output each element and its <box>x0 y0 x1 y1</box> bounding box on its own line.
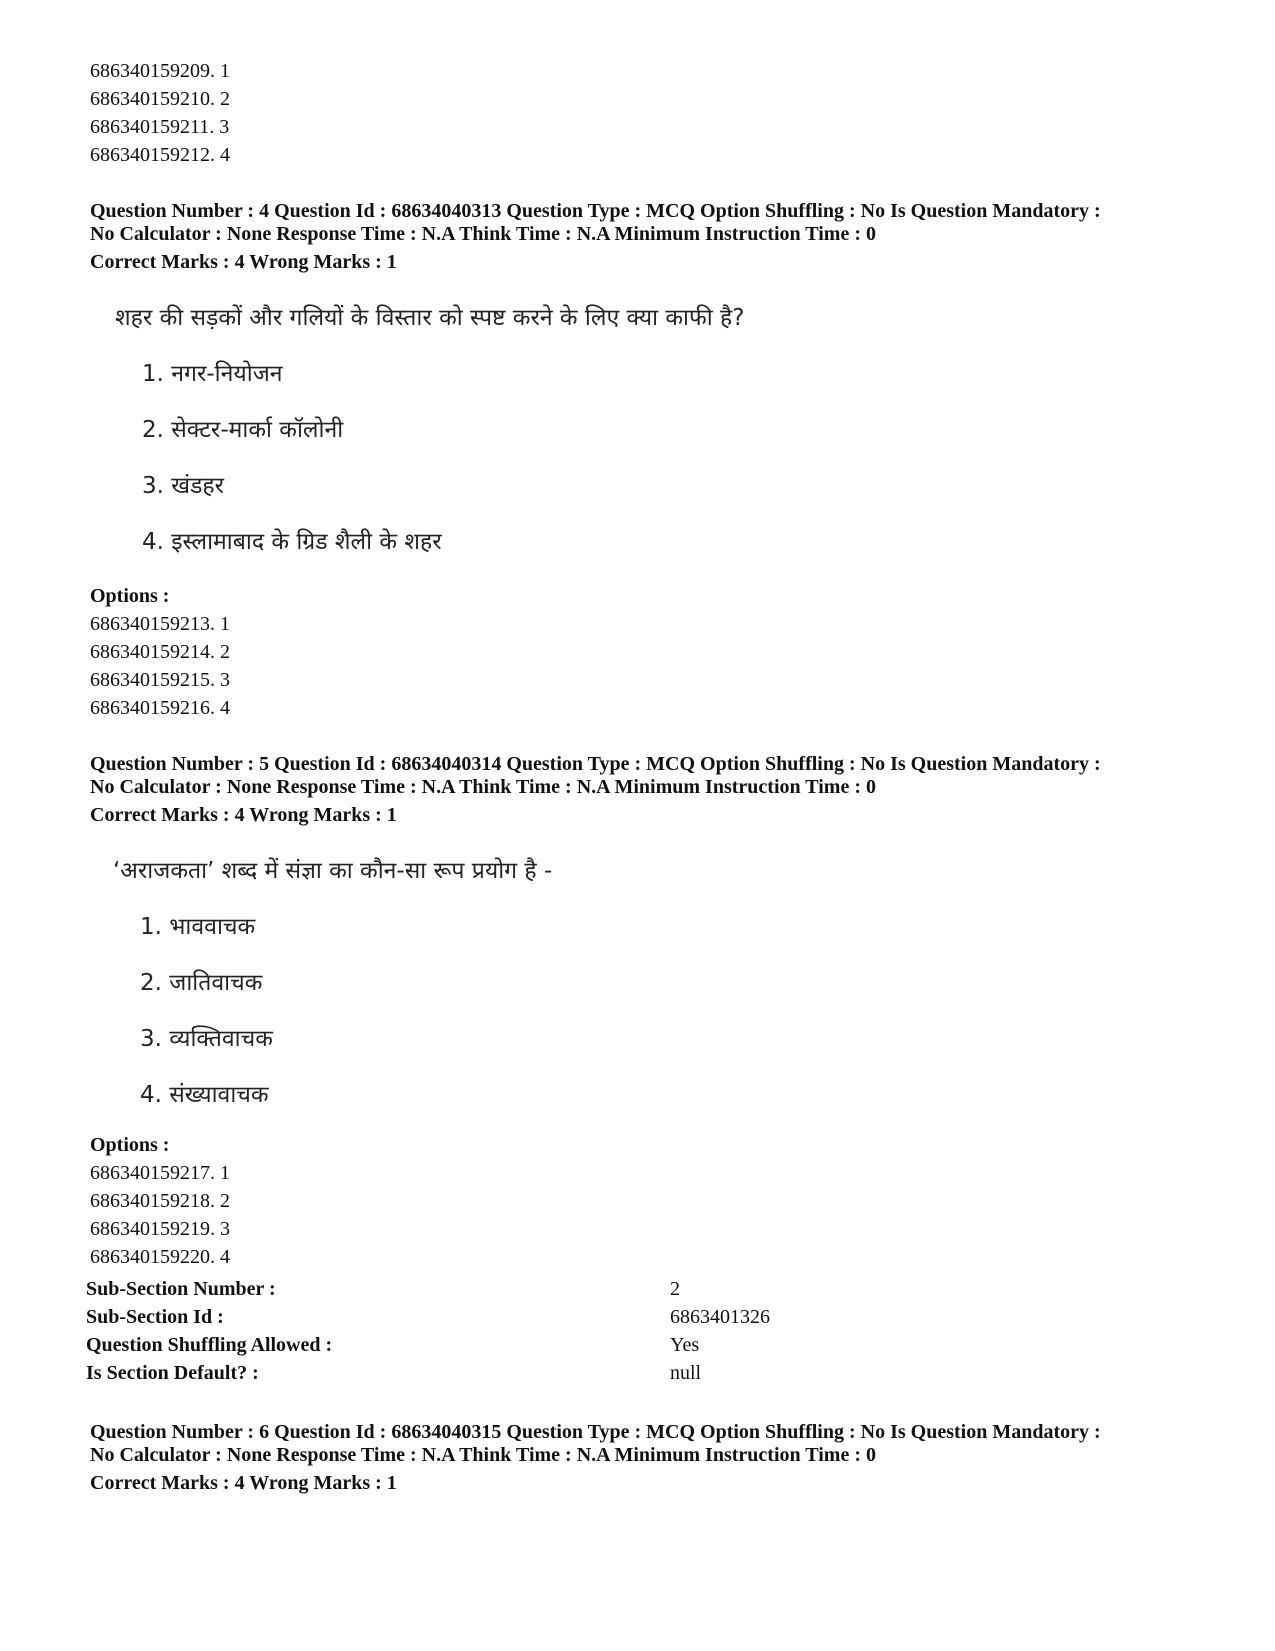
question-text: शहर की सड़कों और गलियों के विस्तार को स्पष्ट करने के लिए क्या काफी है? <box>115 305 745 331</box>
question-header-line2: No Calculator : None Response Time : N.A Think Time : N.A Minimum Instruction Time : 0 <box>90 223 876 245</box>
option-id-line: 686340159220. 4 <box>90 1246 230 1268</box>
options-label: Options : <box>90 585 170 607</box>
option-id-line: 686340159215. 3 <box>90 669 230 691</box>
option-id-line: 686340159214. 2 <box>90 641 230 663</box>
option-id-line: 686340159213. 1 <box>90 613 230 635</box>
option-id-line: 686340159210. 2 <box>90 88 230 110</box>
option-id-line: 686340159219. 3 <box>90 1218 230 1240</box>
answer-choice: 2. सेक्टर-मार्का कॉलोनी <box>142 417 344 443</box>
options-label: Options : <box>90 1134 170 1156</box>
question-header-line1: Question Number : 4 Question Id : 68634040313 Question Type : MCQ Option Shuffling : No Is Question Mandatory : <box>90 200 1101 222</box>
answer-choice: 1. भाववाचक <box>140 914 256 940</box>
option-id-line: 686340159209. 1 <box>90 60 230 82</box>
answer-choice: 3. खंडहर <box>142 473 224 499</box>
section-default-value: null <box>670 1362 702 1384</box>
question-marks: Correct Marks : 4 Wrong Marks : 1 <box>90 1472 397 1494</box>
question-marks: Correct Marks : 4 Wrong Marks : 1 <box>90 804 397 826</box>
option-id-line: 686340159218. 2 <box>90 1190 230 1212</box>
question-text: ‘अराजकता’ शब्द में संज्ञा का कौन-सा रूप प्रयोग है - <box>113 858 553 884</box>
option-id-line: 686340159211. 3 <box>90 116 230 138</box>
option-id-line: 686340159216. 4 <box>90 697 230 719</box>
question-marks: Correct Marks : 4 Wrong Marks : 1 <box>90 251 397 273</box>
subsection-number-value: 2 <box>670 1278 680 1300</box>
question-header-line2: No Calculator : None Response Time : N.A Think Time : N.A Minimum Instruction Time : 0 <box>90 1444 876 1466</box>
option-id-line: 686340159217. 1 <box>90 1162 230 1184</box>
option-id-line: 686340159212. 4 <box>90 144 230 166</box>
question-header-line1: Question Number : 6 Question Id : 68634040315 Question Type : MCQ Option Shuffling : No Is Question Mandatory : <box>90 1421 1101 1443</box>
question-header-line2: No Calculator : None Response Time : N.A Think Time : N.A Minimum Instruction Time : 0 <box>90 776 876 798</box>
answer-choice: 2. जातिवाचक <box>140 970 263 996</box>
answer-choice: 4. संख्यावाचक <box>140 1082 269 1108</box>
answer-choice: 1. नगर-नियोजन <box>142 361 283 387</box>
question-shuffling-label: Question Shuffling Allowed : <box>86 1334 333 1356</box>
subsection-id-label: Sub-Section Id : <box>86 1306 224 1328</box>
question-shuffling-value: Yes <box>670 1334 700 1356</box>
subsection-number-label: Sub-Section Number : <box>86 1278 276 1300</box>
answer-choice: 4. इस्लामाबाद के ग्रिड शैली के शहर <box>142 529 442 555</box>
section-default-label: Is Section Default? : <box>86 1362 259 1384</box>
question-header-line1: Question Number : 5 Question Id : 68634040314 Question Type : MCQ Option Shuffling : No Is Question Mandatory : <box>90 753 1101 775</box>
answer-choice: 3. व्यक्तिवाचक <box>140 1026 273 1052</box>
subsection-id-value: 6863401326 <box>670 1306 770 1328</box>
